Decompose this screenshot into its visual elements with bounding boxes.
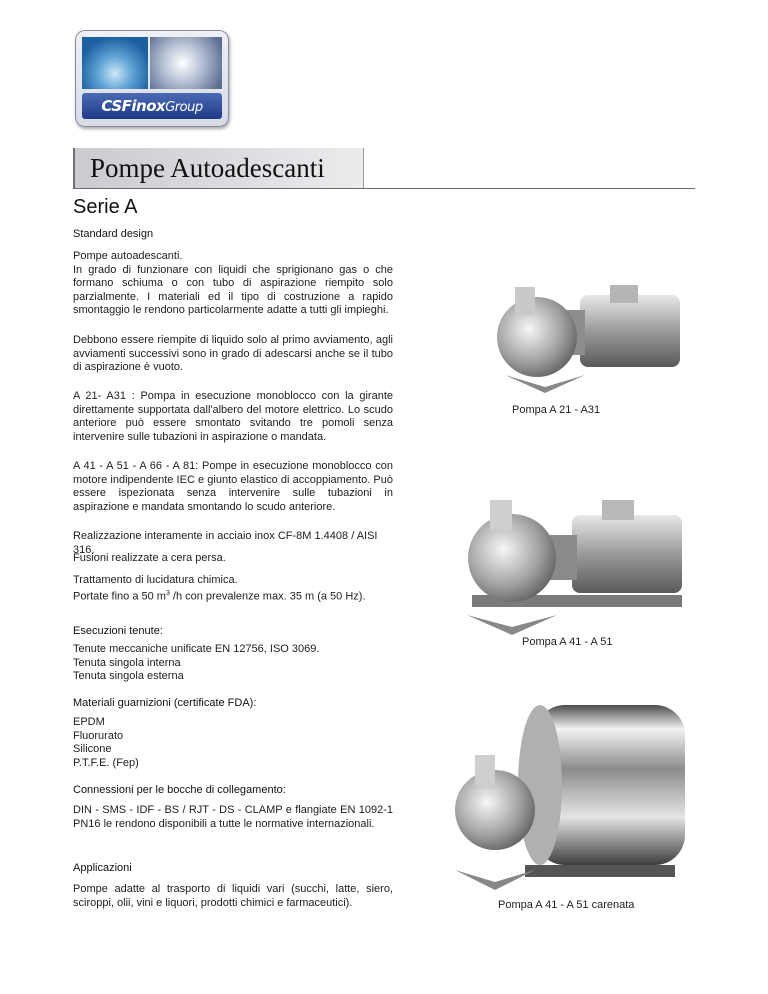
logo-water-image	[82, 37, 148, 89]
pump-a21-image	[485, 275, 690, 405]
pump-a41-caption: Pompa A 41 - A 51	[522, 636, 613, 648]
polish-text: Trattamento di lucidatura chimica.	[73, 574, 238, 586]
seals-list	[73, 643, 393, 684]
gasket-item: Fluorurato	[73, 729, 124, 742]
gaskets-heading: Materiali guarnizioni (certificate FDA):	[73, 697, 257, 709]
intro-line-2: In grado di funzionare con liquidi che sprigionano gas o che formano schiuma o con tubo di aspirazione riempito solo parzialmente. I materiali ed il tipo di costruzione a rapido smontaggio le rendono particolarmente adatte a tutti gli impieghi.	[73, 263, 393, 316]
company-logo	[75, 30, 229, 127]
series-heading: Serie A	[73, 196, 138, 218]
connections-text: DIN - SMS - IDF - BS / RJT - DS - CLAMP e flangiate EN 1092-1 PN16 le rendono disponibili a tutte le normative internazionali.	[73, 804, 393, 830]
material-text: Realizzazione interamente in acciaio inox CF-8M 1.4408 / AISI 316.	[73, 530, 378, 556]
standard-design-heading: Standard design	[73, 228, 154, 240]
a41-paragraph: A 41 - A 51 - A 66 - A 81: Pompe in esecuzione monoblocco con motore indipendente IEC e giunto elastico di accoppiamento. Può essere ispezionata senza intervenire sulle tubazioni in aspirazione e mandata smontando lo scudo anteriore.	[73, 460, 393, 513]
page-title: Pompe Autoadescanti	[90, 153, 325, 183]
gaskets-list	[73, 716, 393, 770]
flow-text: Portate fino a 50 $m^3$ /h con prevalenze max. 35 m (a 50 Hz).	[73, 590, 366, 603]
pump-a21-caption: Pompa A 21 - A31	[512, 404, 601, 416]
pump-a41-carenata-image	[445, 690, 695, 900]
pump-a41-image	[452, 490, 690, 640]
applications-heading: Applicazioni	[73, 862, 132, 874]
gasket-item: P.T.F.E. (Fep)	[73, 756, 139, 769]
pump-a41-carenata-caption: Pompa A 41 - A 51 carenata	[498, 899, 635, 911]
seal-item: Tenuta singola esterna	[73, 670, 184, 682]
seals-heading: Esecuzioni tenute:	[73, 625, 163, 637]
priming-paragraph: Debbono essere riempite di liquido solo al primo avviamento, agli avviamenti successivi sono in grado di adescarsi anche se il tubo di aspirazione è vuoto.	[73, 334, 393, 373]
connections-heading: Connessioni per le bocche di collegamento:	[73, 784, 286, 796]
title-rule	[73, 188, 695, 189]
gasket-item: EPDM	[73, 716, 105, 728]
gasket-item: Silicone	[73, 743, 112, 755]
applications-text: Pompe adatte al trasporto di liquidi vari (succhi, latte, siero, sciroppi, olii, vini e liquori, prodotti chimici e farmaceutici).	[73, 883, 393, 909]
logo-impeller-image	[150, 37, 222, 89]
seal-item: Tenuta singola interna	[73, 656, 181, 669]
a21-paragraph: A 21- A31 : Pompa in esecuzione monoblocco con la girante direttamente supportata dall'albero del motore elettrico. Lo scudo anteriore può essere smontato svitando tre pomoli senza intervenire sulle tubazioni in aspirazione o mandata.	[73, 390, 393, 443]
intro-line-1: Pompe autoadescanti.	[73, 250, 183, 262]
casting-text: Fusioni realizzate a cera persa.	[73, 552, 226, 564]
seal-item: Tenute meccaniche unificate EN 12756, ISO 3069.	[73, 643, 320, 655]
logo-wordmark: CSFinoxGroup	[82, 93, 222, 119]
intro-paragraph	[73, 250, 393, 318]
